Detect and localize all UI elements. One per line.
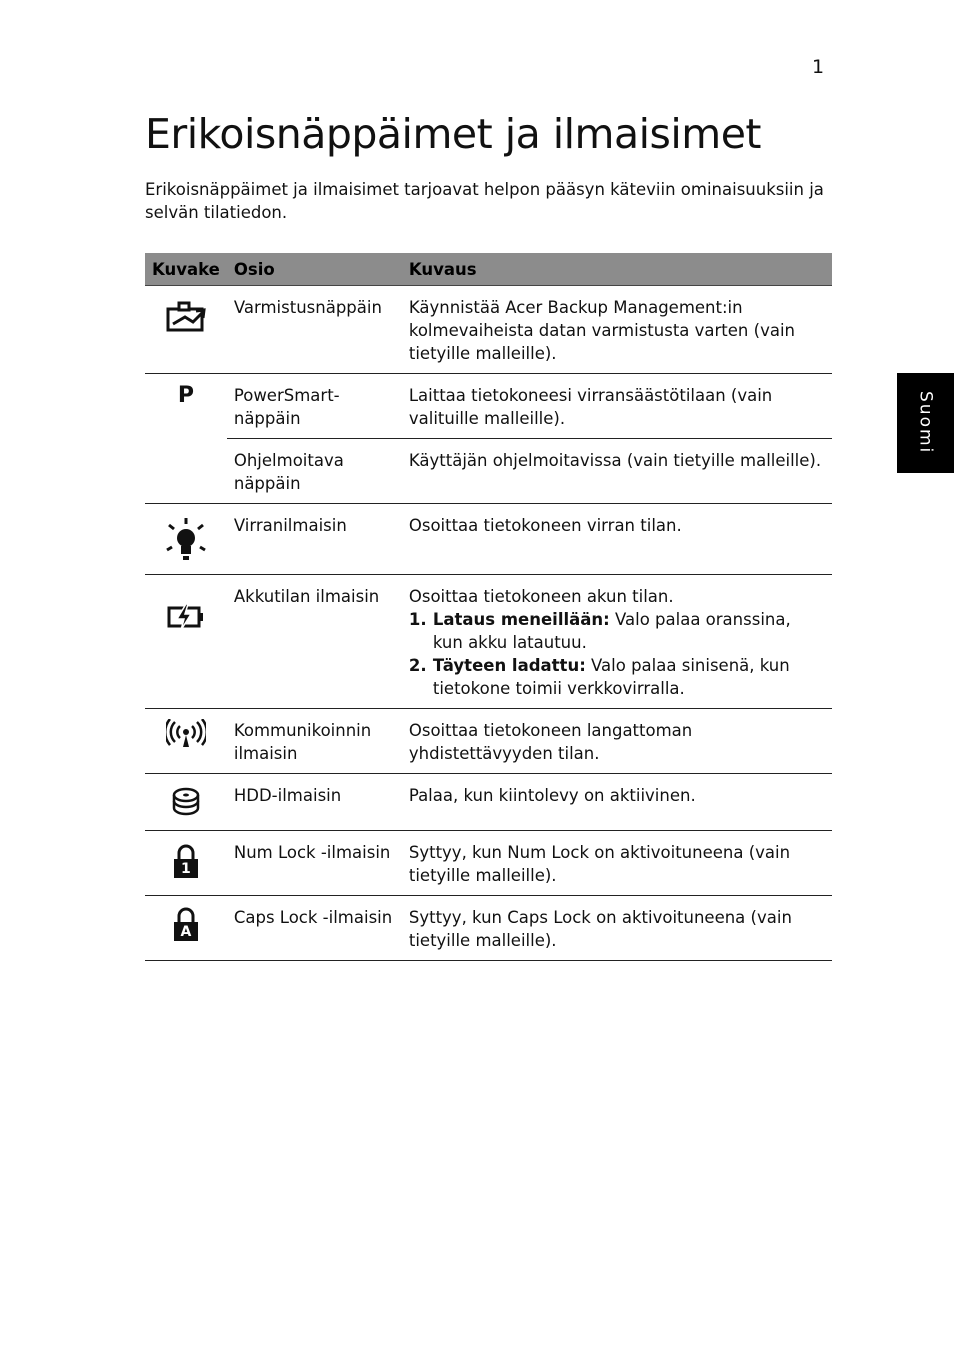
icon-cell bbox=[145, 374, 227, 504]
hdd-icon bbox=[171, 786, 201, 824]
icon-cell bbox=[145, 896, 227, 961]
table-row bbox=[145, 831, 832, 896]
language-label: Suomi bbox=[915, 391, 936, 455]
icon-cell bbox=[145, 709, 227, 774]
section-cell: Caps Lock -ilmaisin bbox=[227, 896, 402, 961]
list-number: 1. bbox=[408, 610, 427, 629]
table-row bbox=[145, 374, 832, 439]
language-side-tab bbox=[897, 373, 954, 473]
icon-cell bbox=[145, 831, 227, 896]
section-cell: Kommunikoinnin ilmaisin bbox=[227, 709, 402, 774]
section-cell: Ohjelmoitava näppäin bbox=[227, 439, 402, 504]
description-cell: Käyttäjän ohjelmoitavissa (vain tietyille malleille). bbox=[402, 439, 832, 504]
section-cell: Num Lock -ilmaisin bbox=[227, 831, 402, 896]
description-cell: Palaa, kun kiintolevy on aktiivinen. bbox=[402, 774, 832, 831]
num-lock-glyph: 1 bbox=[181, 861, 191, 877]
table-header-row bbox=[145, 253, 832, 286]
status-text: Valo palaa oranssina, kun akku latautuu. bbox=[432, 610, 791, 652]
description-cell bbox=[402, 575, 832, 709]
description-cell: Osoittaa tietokoneen langattoman yhdistettävyyden tilan. bbox=[402, 709, 832, 774]
table-row bbox=[145, 896, 832, 961]
battery-charge-icon bbox=[166, 603, 206, 637]
list-number: 2. bbox=[408, 656, 427, 675]
backup-icon bbox=[165, 300, 207, 340]
section-cell: Virranilmaisin bbox=[227, 504, 402, 575]
section-cell: Akkutilan ilmaisin bbox=[227, 575, 402, 709]
section-cell: HDD-ilmaisin bbox=[227, 774, 402, 831]
table-row bbox=[145, 504, 832, 575]
header-icon: Kuvake bbox=[145, 253, 227, 286]
header-section: Osio bbox=[227, 253, 402, 286]
caps-lock-icon bbox=[171, 906, 201, 942]
icon-cell bbox=[145, 575, 227, 709]
wireless-icon bbox=[166, 719, 206, 755]
keys-indicators-table bbox=[145, 253, 832, 961]
page-title: Erikoisnäppäimet ja ilmaisimet bbox=[145, 110, 761, 158]
status-label: Lataus meneillään: bbox=[432, 610, 610, 629]
page-number: 1 bbox=[812, 56, 825, 78]
table-row bbox=[145, 709, 832, 774]
powersmart-p-icon: P bbox=[177, 383, 194, 408]
table-row bbox=[145, 575, 832, 709]
status-text: Valo palaa sinisenä, kun tietokone toimii verkkovirralla. bbox=[432, 656, 790, 698]
icon-cell bbox=[145, 504, 227, 575]
description-cell: Käynnistää Acer Backup Management:in kolmevaiheista datan varmistusta varten (vain tietyille malleille). bbox=[402, 286, 832, 374]
battery-description: Osoittaa tietokoneen akun tilan. bbox=[408, 587, 674, 606]
power-light-icon bbox=[164, 516, 208, 570]
description-cell: Osoittaa tietokoneen virran tilan. bbox=[402, 504, 832, 575]
section-cell: Varmistusnäppäin bbox=[227, 286, 402, 374]
icon-cell bbox=[145, 774, 227, 831]
caps-lock-glyph: A bbox=[180, 924, 192, 940]
intro-paragraph: Erikoisnäppäimet ja ilmaisimet tarjoavat helpon pääsyn käteviin ominaisuuksiin ja selvän tilatiedon. bbox=[145, 180, 824, 222]
description-cell: Syttyy, kun Num Lock on aktivoituneena (vain tietyille malleille). bbox=[402, 831, 832, 896]
num-lock-icon bbox=[171, 843, 201, 879]
description-cell: Syttyy, kun Caps Lock on aktivoituneena (vain tietyille malleille). bbox=[402, 896, 832, 961]
battery-status-list bbox=[409, 608, 825, 700]
section-cell: PowerSmart-näppäin bbox=[227, 374, 402, 439]
status-label: Täyteen ladattu: bbox=[432, 656, 586, 675]
header-description: Kuvaus bbox=[402, 253, 832, 286]
table-row bbox=[145, 439, 832, 504]
icon-cell bbox=[145, 286, 227, 374]
table-row bbox=[145, 286, 832, 374]
list-item bbox=[409, 608, 825, 654]
list-item bbox=[409, 654, 825, 700]
table-row bbox=[145, 774, 832, 831]
description-cell: Laittaa tietokoneesi virransäästötilaan (vain valituille malleille). bbox=[402, 374, 832, 439]
